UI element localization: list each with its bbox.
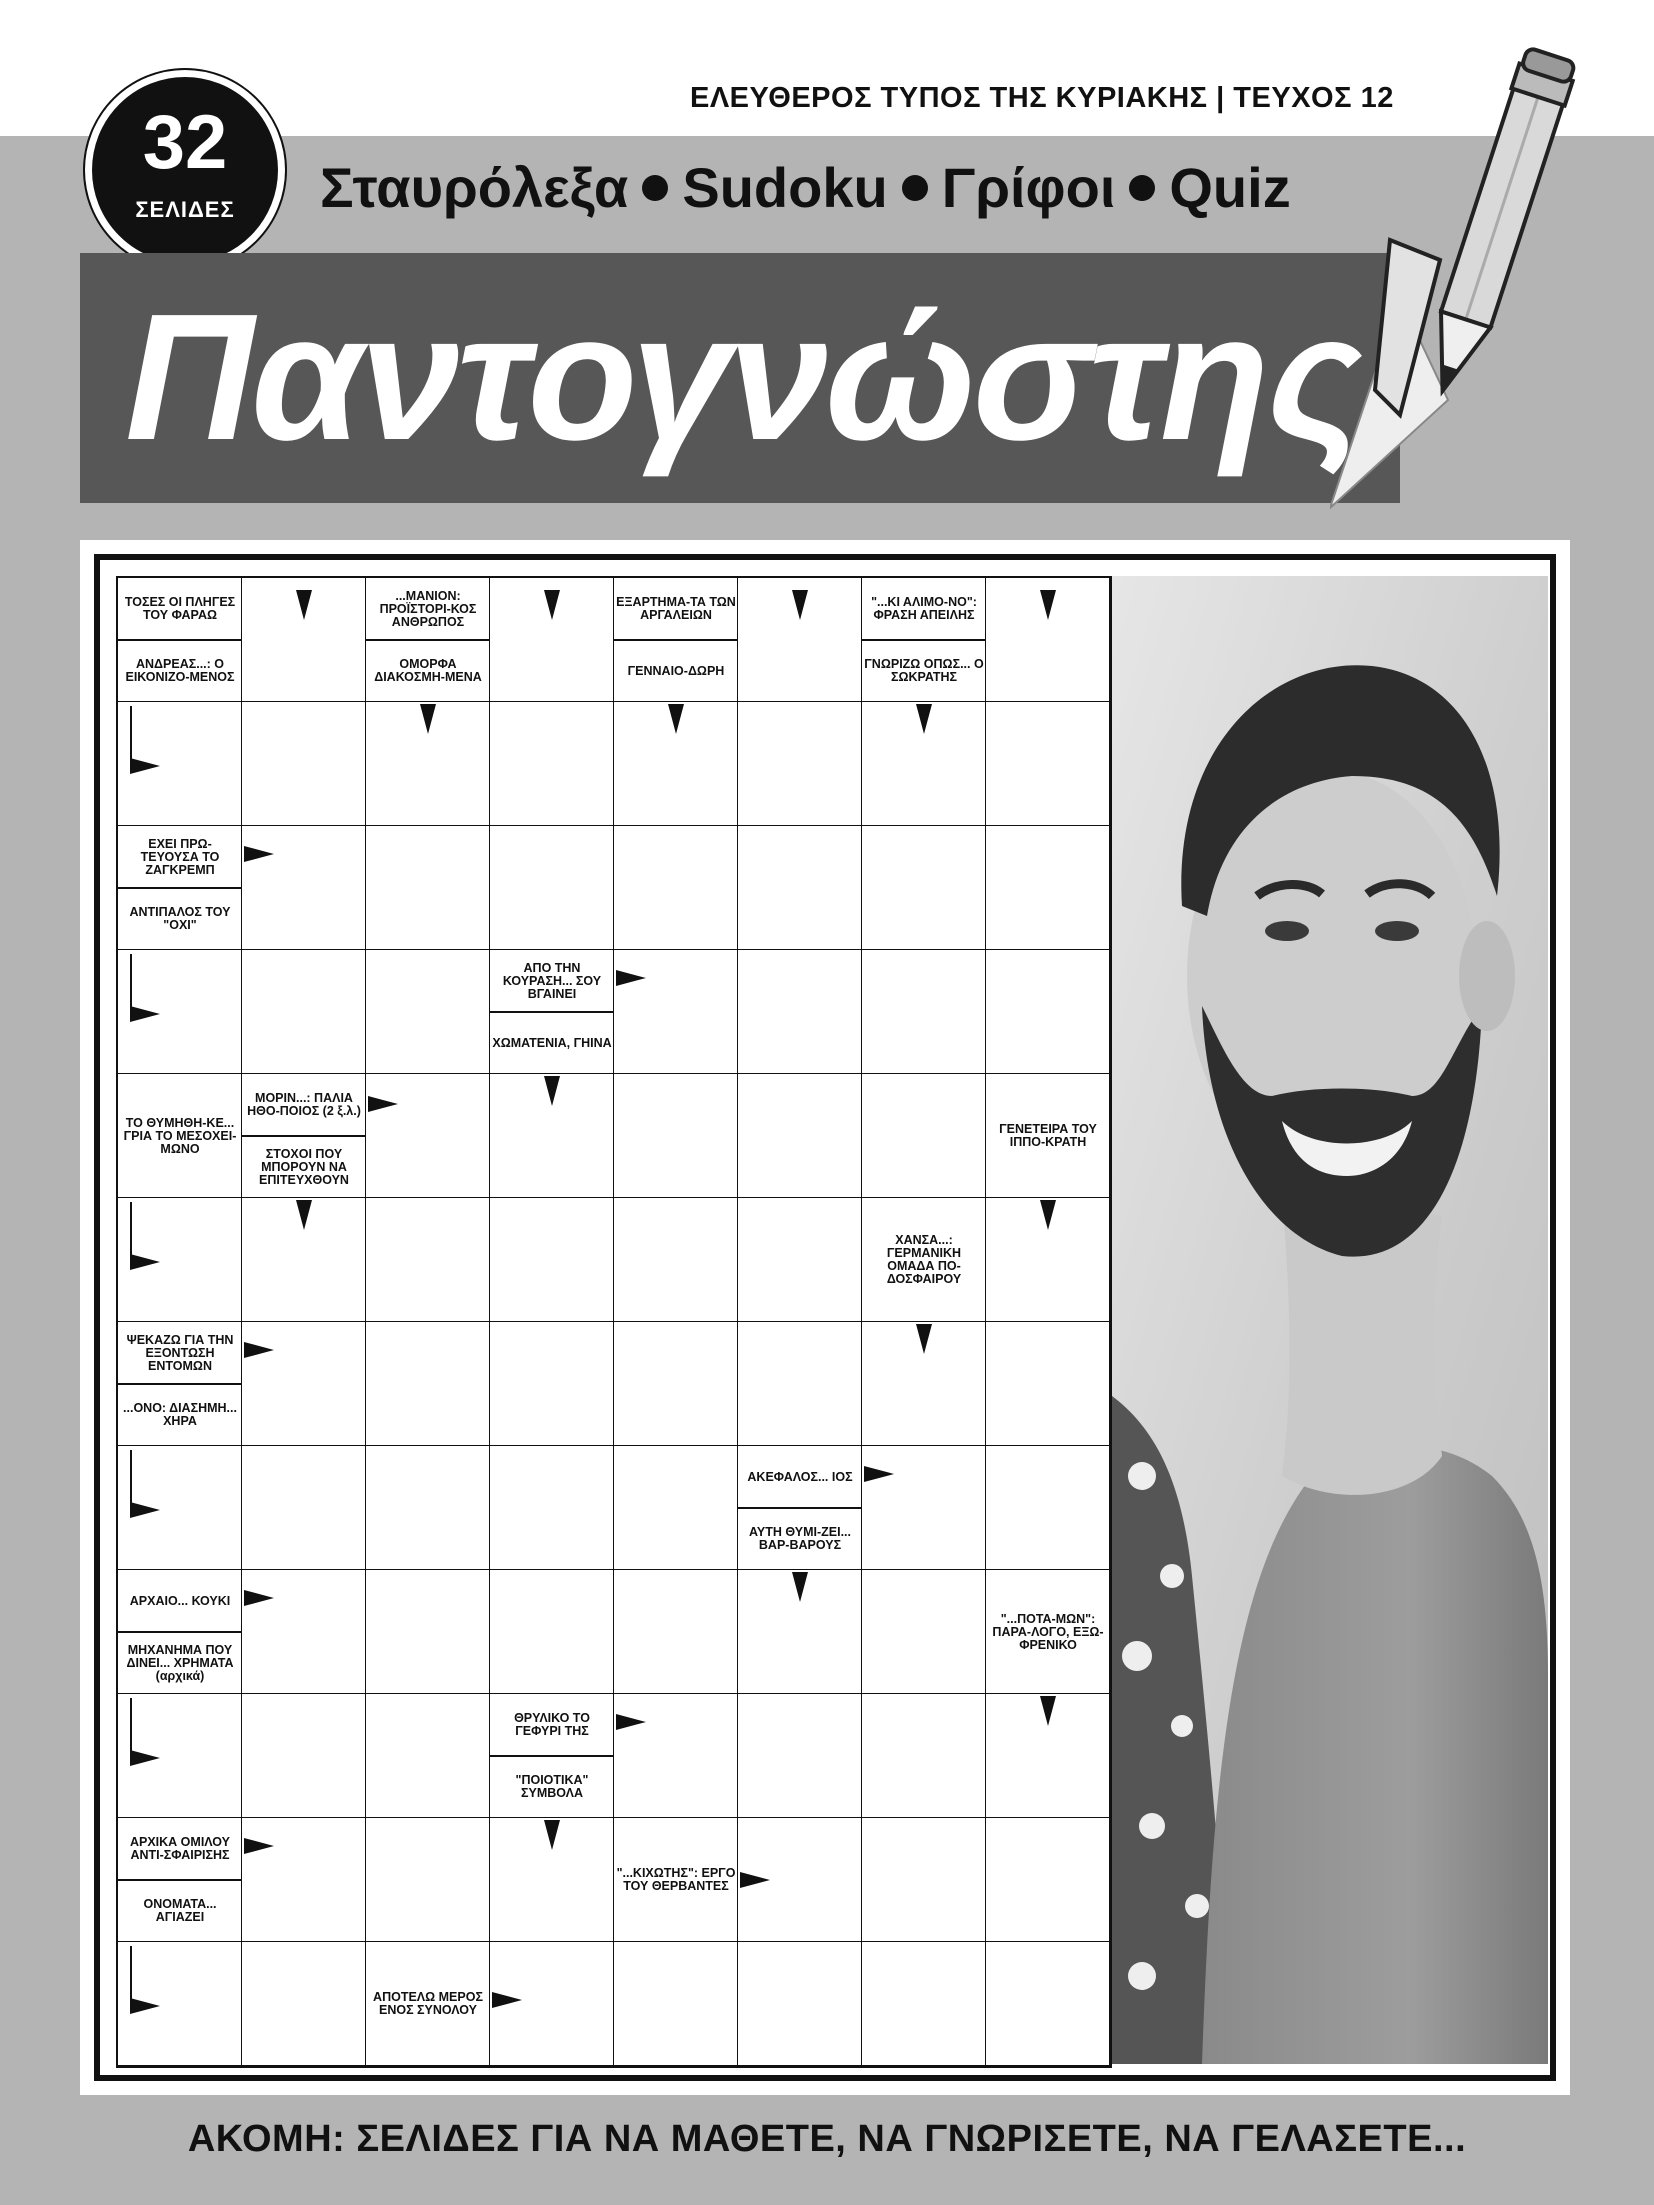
answer-cell[interactable] xyxy=(242,1694,366,1818)
arrow-right-icon xyxy=(368,1096,398,1112)
answer-cell[interactable] xyxy=(242,1570,366,1694)
answer-cell[interactable] xyxy=(490,1446,614,1570)
arrow-down-icon xyxy=(544,1820,560,1850)
arrow-right-icon xyxy=(130,1750,160,1766)
crossword-clue: ΑΝΤΙΠΑΛΟΣ ΤΟΥ "ΟΧΙ" xyxy=(129,905,231,932)
answer-cell[interactable] xyxy=(738,1198,862,1322)
answer-cell[interactable] xyxy=(242,1818,366,1942)
arrow-down-icon xyxy=(296,1200,312,1230)
crossword-clue: ΑΝΔΡΕΑΣ...: Ο ΕΙΚΟΝΙΖΟ-ΜΕΝΟΣ xyxy=(125,657,235,684)
crossword-clue: ΑΠΟΤΕΛΩ ΜΕΡΟΣ ΕΝΟΣ ΣΥΝΟΛΟΥ xyxy=(373,1990,483,2017)
arrow-down-icon xyxy=(668,704,684,734)
arrow-down-icon xyxy=(296,590,312,620)
answer-cell[interactable] xyxy=(738,1694,862,1818)
bullet-icon xyxy=(902,175,928,201)
crossword-clue: ΑΚΕΦΑΛΟΣ... ΙΟΣ xyxy=(747,1469,853,1484)
arrow-down-icon xyxy=(916,704,932,734)
arrow-down-icon xyxy=(1040,1696,1056,1726)
crossword-grid xyxy=(116,576,1112,2068)
answer-cell[interactable] xyxy=(986,826,1110,950)
badge-number: 32 xyxy=(142,100,228,185)
arrow-right-icon xyxy=(244,1590,274,1606)
arrow-right-icon xyxy=(244,1342,274,1358)
answer-cell[interactable] xyxy=(986,1322,1110,1446)
answer-cell[interactable] xyxy=(614,1322,738,1446)
pencil-icon xyxy=(1330,40,1590,530)
footer-tagline: ΑΚΟΜΗ: ΣΕΛΙΔΕΣ ΓΙΑ ΝΑ ΜΑΘΕΤΕ, ΝΑ ΓΝΩΡΙΣΕΤΕ, ΝΑ ΓΕΛΑΣΕΤΕ... xyxy=(187,2118,1467,2160)
arrow-down-icon xyxy=(1040,1200,1056,1230)
crossword-clue: ΑΠΟ ΤΗΝ ΚΟΥΡΑΣΗ... ΣΟΥ ΒΓΑΙΝΕΙ xyxy=(502,960,602,1001)
crossword-clue: ΕΧΕΙ ΠΡΩ-ΤΕΥΟΥΣΑ ΤΟ ΖΑΓΚΡΕΜΠ xyxy=(140,836,220,877)
crossword-clue: ...ΜΑΝΙΟΝ: ΠΡΟΪΣΤΟΡΙ-ΚΟΣ ΑΝΘΡΩΠΟΣ xyxy=(379,588,477,629)
arrow-bend-icon xyxy=(130,706,132,766)
subtitle-item-crosswords: Σταυρόλεξα xyxy=(320,156,629,219)
answer-cell[interactable] xyxy=(986,702,1110,826)
crossword-clue: "...ΚΙΧΩΤΗΣ": ΕΡΓΟ ΤΟΥ ΘΕΡΒΑΝΤΕΣ xyxy=(616,1866,736,1893)
answer-cell[interactable] xyxy=(614,1446,738,1570)
answer-cell[interactable] xyxy=(242,1446,366,1570)
answer-cell[interactable] xyxy=(862,1942,986,2066)
bullet-icon xyxy=(642,175,668,201)
answer-cell[interactable] xyxy=(366,1446,490,1570)
arrow-right-icon xyxy=(740,1872,770,1888)
answer-cell[interactable] xyxy=(862,1074,986,1198)
arrow-down-icon xyxy=(420,704,436,734)
answer-cell[interactable] xyxy=(614,950,738,1074)
arrow-right-icon xyxy=(130,1998,160,2014)
answer-cell[interactable] xyxy=(738,1322,862,1446)
answer-cell[interactable] xyxy=(738,702,862,826)
arrow-down-icon xyxy=(544,1076,560,1106)
arrow-right-icon xyxy=(616,1714,646,1730)
subtitle-item-quiz: Quiz xyxy=(1169,156,1291,219)
arrow-bend-icon xyxy=(130,1698,132,1758)
arrow-right-icon xyxy=(130,1502,160,1518)
answer-cell[interactable] xyxy=(242,1322,366,1446)
answer-cell[interactable] xyxy=(366,1198,490,1322)
bullet-icon xyxy=(1129,175,1155,201)
arrow-down-icon xyxy=(792,590,808,620)
crossword-clue: ΤΟΣΕΣ ΟΙ ΠΛΗΓΕΣ ΤΟΥ ΦΑΡΑΩ xyxy=(124,595,236,622)
crossword-clue: ΧΑΝΣΑ...: ΓΕΡΜΑΝΙΚΗ ΟΜΑΔΑ ΠΟ-ΔΟΣΦΑΙΡΟΥ xyxy=(886,1233,962,1286)
answer-cell[interactable] xyxy=(242,950,366,1074)
answer-cell[interactable] xyxy=(366,1818,490,1942)
crossword-clue: ΑΥΤΗ ΘΥΜΙ-ΖΕΙ... ΒΑΡ-ΒΑΡΟΥΣ xyxy=(749,1525,851,1552)
answer-cell[interactable] xyxy=(738,950,862,1074)
crossword-clue: ΜΗΧΑΝΗΜΑ ΠΟΥ ΔΙΝΕΙ... ΧΡΗΜΑΤΑ (αρχικά) xyxy=(126,1642,234,1683)
crossword-clue: ΘΡΥΛΙΚΟ ΤΟ ΓΕΦΥΡΙ ΤΗΣ xyxy=(514,1711,590,1738)
magazine-title: Παντογνώστης xyxy=(125,277,1360,478)
answer-cell[interactable] xyxy=(862,950,986,1074)
crossword-clue: ΑΡΧΑΙΟ... ΚΟΥΚΙ xyxy=(129,1593,231,1608)
answer-cell[interactable] xyxy=(986,950,1110,1074)
arrow-bend-icon xyxy=(130,1202,132,1262)
answer-cell[interactable] xyxy=(614,826,738,950)
answer-cell[interactable] xyxy=(614,1942,738,2066)
answer-cell[interactable] xyxy=(862,1694,986,1818)
crossword-clue: "...ΠΟΤΑ-ΜΩΝ": ΠΑΡΑ-ΛΟΓΟ, ΕΞΩ-ΦΡΕΝΙΚΟ xyxy=(992,1611,1104,1652)
answer-cell[interactable] xyxy=(614,1570,738,1694)
arrow-right-icon xyxy=(130,1254,160,1270)
arrow-right-icon xyxy=(492,1992,522,2008)
crossword-clue: ΟΝΟΜΑΤΑ... ΑΓΙΑΖΕΙ xyxy=(143,1897,217,1924)
arrow-right-icon xyxy=(130,758,160,774)
crossword-clue: "...ΚΙ ΑΛΙΜΟ-ΝΟ": ΦΡΑΣΗ ΑΠΕΙΛΗΣ xyxy=(871,595,977,622)
answer-cell[interactable] xyxy=(986,1446,1110,1570)
crossword-clue: ...ΟΝΟ: ΔΙΑΣΗΜΗ... ΧΗΡΑ xyxy=(123,1401,237,1428)
title-banner xyxy=(80,253,1400,503)
crossword-clue: ΓΕΝΝΑΙΟ-ΔΩΡΗ xyxy=(627,663,725,678)
answer-cell[interactable] xyxy=(614,1198,738,1322)
arrow-down-icon xyxy=(1040,590,1056,620)
crossword-clue: ΕΞΑΡΤΗΜΑ-ΤΑ ΤΩΝ ΑΡΓΑΛΕΙΩΝ xyxy=(616,595,736,622)
arrow-down-icon xyxy=(792,1572,808,1602)
subtitle xyxy=(320,155,1291,220)
arrow-right-icon xyxy=(864,1466,894,1482)
answer-cell[interactable] xyxy=(738,826,862,950)
arrow-right-icon xyxy=(616,970,646,986)
answer-cell[interactable] xyxy=(366,1570,490,1694)
celebrity-photo xyxy=(1112,576,1548,2064)
arrow-bend-icon xyxy=(130,954,132,1014)
crossword-clue: ΟΜΟΡΦΑ ΔΙΑΚΟΣΜΗ-ΜΕΝΑ xyxy=(374,657,482,684)
answer-cell[interactable] xyxy=(490,1198,614,1322)
answer-cell[interactable] xyxy=(366,1694,490,1818)
answer-cell[interactable] xyxy=(862,1446,986,1570)
answer-cell[interactable] xyxy=(366,950,490,1074)
answer-cell[interactable] xyxy=(986,1942,1110,2066)
crossword-clue: ΑΡΧΙΚΑ ΟΜΙΛΟΥ ΑΝΤΙ-ΣΦΑΙΡΙΣΗΣ xyxy=(129,1835,231,1862)
answer-cell[interactable] xyxy=(490,826,614,950)
answer-cell[interactable] xyxy=(242,826,366,950)
answer-cell[interactable] xyxy=(862,1570,986,1694)
crossword-clue: "ΠΟΙΟΤΙΚΑ" ΣΥΜΒΟΛΑ xyxy=(515,1773,589,1800)
answer-cell[interactable] xyxy=(862,826,986,950)
crossword-clue: ΨΕΚΑΖΩ ΓΙΑ ΤΗΝ ΕΞΟΝΤΩΣΗ ΕΝΤΟΜΩΝ xyxy=(126,1332,234,1373)
arrow-right-icon xyxy=(244,1838,274,1854)
answer-cell[interactable] xyxy=(862,1818,986,1942)
answer-cell[interactable] xyxy=(738,1942,862,2066)
puzzle-border xyxy=(94,554,1556,2081)
pages-badge xyxy=(85,70,285,270)
answer-cell[interactable] xyxy=(490,1322,614,1446)
answer-cell[interactable] xyxy=(614,1074,738,1198)
answer-cell[interactable] xyxy=(366,1322,490,1446)
subtitle-item-sudoku: Sudoku xyxy=(682,156,888,219)
crossword-clue: ΣΤΟΧΟΙ ΠΟΥ ΜΠΟΡΟΥΝ ΝΑ ΕΠΙΤΕΥΧΘΟΥΝ xyxy=(259,1146,349,1187)
answer-cell[interactable] xyxy=(242,702,366,826)
answer-cell[interactable] xyxy=(490,702,614,826)
answer-cell[interactable] xyxy=(614,1694,738,1818)
arrow-right-icon xyxy=(244,846,274,862)
portrait-image xyxy=(1112,576,1548,2064)
arrow-right-icon xyxy=(130,1006,160,1022)
arrow-down-icon xyxy=(544,590,560,620)
answer-cell[interactable] xyxy=(490,1570,614,1694)
answer-cell[interactable] xyxy=(242,1942,366,2066)
arrow-down-icon xyxy=(916,1324,932,1354)
answer-cell[interactable] xyxy=(738,1074,862,1198)
crossword-clue: ΓΕΝΕΤΕΙΡΑ ΤΟΥ ΙΠΠΟ-ΚΡΑΤΗ xyxy=(999,1122,1097,1149)
arrow-bend-icon xyxy=(130,1450,132,1510)
subtitle-item-riddles: Γρίφοι xyxy=(941,156,1116,219)
crossword-clue: ΜΟΡΙΝ...: ΠΑΛΙΑ ΗΘΟ-ΠΟΙΟΣ (2 ξ.λ.) xyxy=(247,1091,361,1118)
crossword-clue: ΤΟ ΘΥΜΗΘΗ-ΚΕ... ΓΡΙΑ ΤΟ ΜΕΣΟΧΕΙ-ΜΩΝΟ xyxy=(123,1115,237,1156)
answer-cell[interactable] xyxy=(366,1074,490,1198)
publisher-line: ΕΛΕΥΘΕΡΟΣ ΤΥΠΟΣ ΤΗΣ ΚΥΡΙΑΚΗΣ | ΤΕΥΧΟΣ 12 xyxy=(690,82,1394,114)
answer-cell[interactable] xyxy=(986,1818,1110,1942)
crossword-clue: ΧΩΜΑΤΕΝΙΑ, ΓΗΙΝΑ xyxy=(492,1035,612,1050)
puzzle-frame xyxy=(80,540,1570,2095)
answer-cell[interactable] xyxy=(366,826,490,950)
badge-label: ΣΕΛΙΔΕΣ xyxy=(135,197,235,222)
crossword-clue: ΓΝΩΡΙΖΩ ΟΠΩΣ... Ο ΣΩΚΡΑΤΗΣ xyxy=(864,657,984,684)
arrow-bend-icon xyxy=(130,1946,132,2006)
